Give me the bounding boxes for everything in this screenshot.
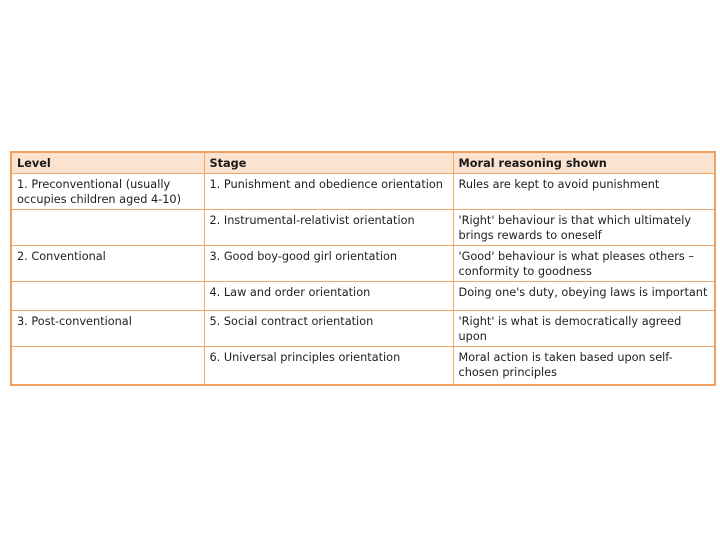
level-cell: 1. Preconventional (usually occupies children aged 4-10) xyxy=(11,174,204,210)
stage-cell: 5. Social contract orientation xyxy=(204,311,453,347)
table-row xyxy=(11,311,715,347)
level-cell: 2. Conventional xyxy=(11,246,204,282)
reasoning-cell: 'Right' behaviour is that which ultimately brings rewards to oneself xyxy=(453,210,715,246)
reasoning-cell: 'Right' is what is democratically agreed upon xyxy=(453,311,715,347)
kohlberg-stages-table xyxy=(10,151,716,386)
header-level: Level xyxy=(11,152,204,174)
header-moral-reasoning: Moral reasoning shown xyxy=(453,152,715,174)
stage-cell: 2. Instrumental-relativist orientation xyxy=(204,210,453,246)
reasoning-cell: Doing one's duty, obeying laws is important xyxy=(453,282,715,311)
table-row xyxy=(11,246,715,282)
level-cell xyxy=(11,210,204,246)
table-row xyxy=(11,282,715,311)
stage-cell: 3. Good boy-good girl orientation xyxy=(204,246,453,282)
table-row xyxy=(11,210,715,246)
reasoning-cell: Rules are kept to avoid punishment xyxy=(453,174,715,210)
stage-cell: 4. Law and order orientation xyxy=(204,282,453,311)
reasoning-cell: 'Good' behaviour is what pleases others – conformity to goodness xyxy=(453,246,715,282)
table-row xyxy=(11,347,715,386)
header-row xyxy=(11,152,715,174)
level-cell xyxy=(11,347,204,386)
level-cell xyxy=(11,282,204,311)
stage-cell: 6. Universal principles orientation xyxy=(204,347,453,386)
header-stage: Stage xyxy=(204,152,453,174)
level-cell: 3. Post-conventional xyxy=(11,311,204,347)
table-row xyxy=(11,174,715,210)
stage-cell: 1. Punishment and obedience orientation xyxy=(204,174,453,210)
reasoning-cell: Moral action is taken based upon self-chosen principles xyxy=(453,347,715,386)
